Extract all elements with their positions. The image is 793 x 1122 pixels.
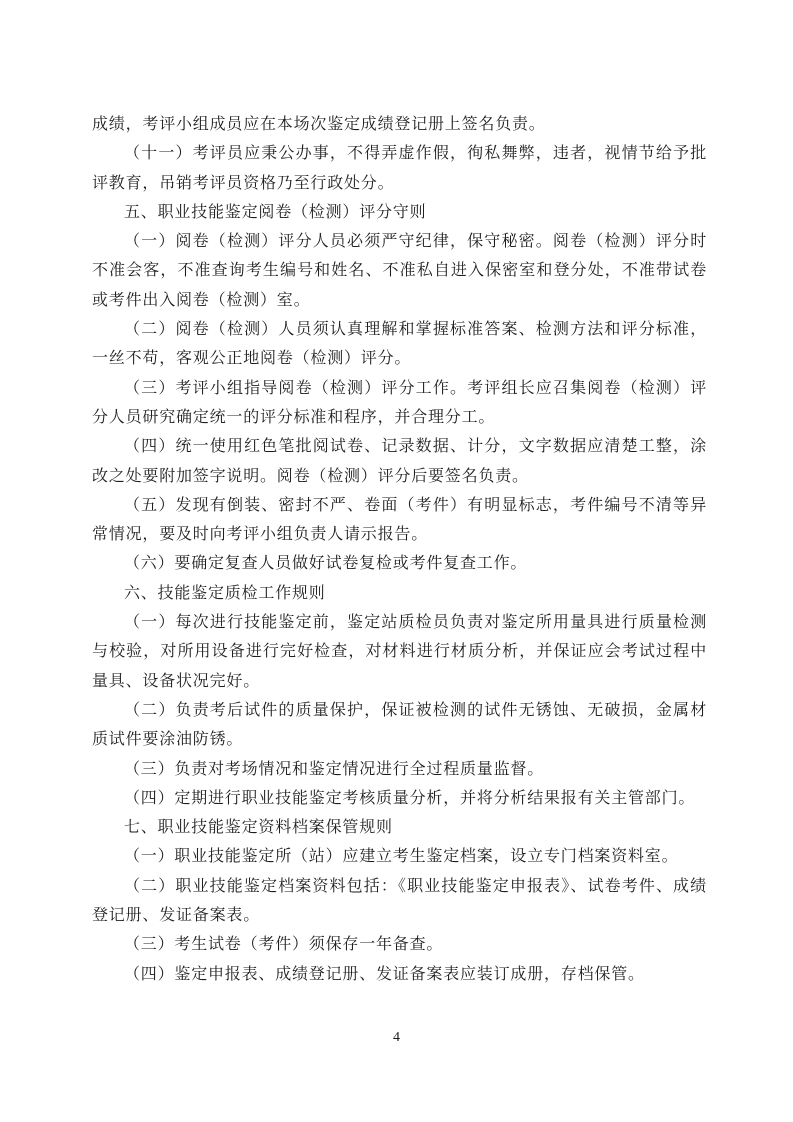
section-heading: 七、职业技能鉴定资料档案保管规则 — [124, 819, 393, 837]
paragraph: （五）发现有倒装、密封不严、卷面（考件）有明显标志，考件编号不清等异常情况，要及时向考评小组负责人请示报告。 — [92, 496, 707, 544]
page-footer — [0, 1028, 793, 1046]
paragraph: （二）职业技能鉴定档案资料包括：《职业技能鉴定申报表》、试卷考件、成绩登记册、发证备案表。 — [92, 877, 707, 925]
paragraph: （二）负责考后试件的质量保护，保证被检测的试件无锈蚀、无破损，金属材质试件要涂油防锈。 — [92, 701, 707, 749]
section-heading: 五、职业技能鉴定阅卷（检测）评分守则 — [124, 203, 427, 221]
paragraph: （一）职业技能鉴定所（站）应建立考生鉴定档案，设立专门档案资料室。 — [124, 848, 679, 866]
paragraph: （一）阅卷（检测）评分人员必须严守纪律，保守秘密。阅卷（检测）评分时不准会客，不准查询考生编号和姓名、不准私自进入保密室和登分处，不准带试卷或考件出入阅卷（检测）室。 — [92, 233, 707, 309]
paragraph: （六）要确定复查人员做好试卷复检或考件复查工作。 — [124, 555, 528, 573]
paragraph: 成绩，考评小组成员应在本场次鉴定成绩登记册上签名负责。 — [92, 116, 546, 133]
paragraph: （三）考评小组指导阅卷（检测）评分工作。考评组长应召集阅卷（检测）评分人员研究确定统一的评分标准和程序，并合理分工。 — [92, 379, 707, 426]
paragraph: （十一）考评员应秉公办事，不得弄虚作假，徇私舞弊，违者，视情节给予批评教育，吊销考评员资格乃至行政处分。 — [92, 145, 707, 192]
paragraph: （二）阅卷（检测）人员须认真理解和掌握标准答案、检测方法和评分标准，一丝不苟，客观公正地阅卷（检测）评分。 — [92, 321, 707, 368]
section-heading: 六、技能鉴定质检工作规则 — [124, 584, 326, 602]
document-body — [92, 110, 707, 989]
paragraph: （三）负责对考场情况和鉴定情况进行全过程质量监督。 — [124, 760, 545, 778]
paragraph: （四）定期进行职业技能鉴定考核质量分析，并将分析结果报有关主管部门。 — [124, 789, 696, 807]
paragraph: （四）统一使用红色笔批阅试卷、记录数据、计分，文字数据应清楚工整，涂改之处要附加签字说明。阅卷（检测）评分后要签名负责。 — [92, 438, 707, 485]
paragraph: （一）每次进行技能鉴定前，鉴定站质检员负责对鉴定所用量具进行质量检测与校验，对所用设备进行完好检查，对材料进行材质分析，并保证应会考试过程中量具、设备状况完好。 — [92, 614, 707, 690]
page-number: 4 — [393, 1030, 400, 1045]
paragraph: （四）鉴定申报表、成绩登记册、发证备案表应装订成册，存档保管。 — [124, 965, 645, 983]
paragraph: （三）考生试卷（考件）须保存一年备查。 — [124, 936, 444, 954]
